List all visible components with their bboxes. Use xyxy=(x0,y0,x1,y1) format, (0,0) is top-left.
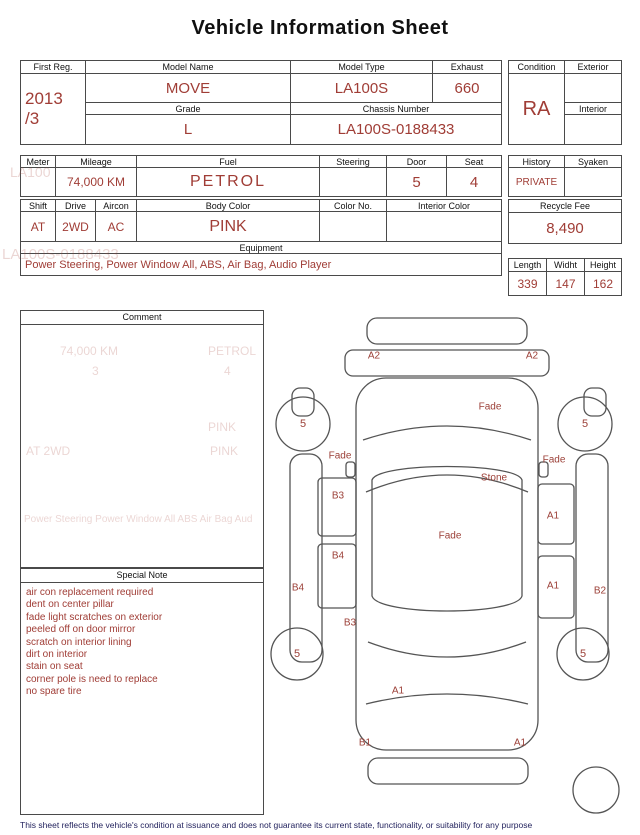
special-note-line: stain on seat xyxy=(26,661,83,673)
diagram-label-fade: Fade xyxy=(438,530,462,542)
syaken-value xyxy=(565,168,622,197)
interior-color-value xyxy=(387,212,502,242)
first-reg-value xyxy=(21,74,86,145)
special-note-line: dirt on interior xyxy=(26,649,88,661)
diagram-label-5: 5 xyxy=(293,648,301,660)
grade-label: Grade xyxy=(86,103,291,115)
recycle-fee-label: Recycle Fee xyxy=(509,200,622,213)
diagram-label-stone: Stone xyxy=(480,472,508,484)
interior-value xyxy=(565,115,622,145)
mileage-label: Mileage xyxy=(56,156,137,168)
door-value: 5 xyxy=(387,168,447,197)
diagram-label-fade: Fade xyxy=(328,450,352,462)
steering-label: Steering xyxy=(320,156,387,168)
special-note-line: peeled off on door mirror xyxy=(26,624,136,636)
recycle-fee-table xyxy=(508,199,622,244)
condition-table xyxy=(508,60,622,145)
shift-value: AT xyxy=(21,212,56,242)
height-value: 162 xyxy=(585,272,622,296)
ghost-text: PETROL xyxy=(208,344,257,358)
first-reg-year: 2013 xyxy=(25,89,63,108)
length-value: 339 xyxy=(509,272,547,296)
ghost-text: 3 xyxy=(92,364,99,378)
diagram-label-b2: B2 xyxy=(593,585,607,597)
meter-label: Meter xyxy=(21,156,56,168)
body-color-value: PINK xyxy=(137,212,320,242)
dimensions-table xyxy=(508,258,622,296)
diagram-label-a1: A1 xyxy=(513,737,527,749)
diagram-label-b3: B3 xyxy=(331,490,345,502)
color-no-value xyxy=(320,212,387,242)
equipment-value: Power Steering, Power Window All, ABS, Air Bag, Audio Player xyxy=(21,254,502,276)
color-no-label: Color No. xyxy=(320,200,387,212)
diagram-label-b1: B1 xyxy=(358,737,372,749)
door-label: Door xyxy=(387,156,447,168)
diagram-label-a1: A1 xyxy=(546,510,560,522)
mileage-value: 74,000 KM xyxy=(56,168,137,197)
meter-value xyxy=(21,168,56,197)
diagram-label-5: 5 xyxy=(581,418,589,430)
special-note-line: scratch on interior lining xyxy=(26,636,132,648)
rear-window-line xyxy=(368,642,526,657)
model-type-value: LA100S xyxy=(291,74,433,103)
diagram-label-fade: Fade xyxy=(542,454,566,466)
special-note-line: no spare tire xyxy=(26,686,82,698)
ghost-text: PINK xyxy=(210,444,239,458)
diagram-label-a2: A2 xyxy=(367,350,381,362)
interior-color-label: Interior Color xyxy=(387,200,502,212)
left-front-door-shape xyxy=(318,478,356,536)
right-side-panel-shape xyxy=(576,454,608,662)
footer-disclaimer: This sheet reflects the vehicle's condition at issuance and does not guarantee its current state, functionality, or suitability for any purpose xyxy=(20,820,533,830)
steering-value xyxy=(320,168,387,197)
body-color-label: Body Color xyxy=(137,200,320,212)
grade-value: L xyxy=(86,115,291,145)
special-note-header: Special Note xyxy=(21,569,263,583)
ghost-text: LA100 xyxy=(10,164,51,180)
mileage-fuel-table xyxy=(20,155,502,197)
diagram-label-a1: A1 xyxy=(546,580,560,592)
ghost-text: 4 xyxy=(224,364,231,378)
left-mirror-shape xyxy=(346,462,355,477)
special-note-list xyxy=(21,583,263,699)
diagram-label-b4: B4 xyxy=(291,582,305,594)
drive-label: Drive xyxy=(56,200,96,212)
main-info-table xyxy=(20,60,502,145)
car-diagram xyxy=(268,312,630,815)
fuel-label: Fuel xyxy=(137,156,320,168)
condition-label: Condition xyxy=(509,61,565,74)
chassis-number-label: Chassis Number xyxy=(291,103,502,115)
left-fender-shape xyxy=(292,388,314,416)
aircon-label: Aircon xyxy=(96,200,137,212)
interior-label: Interior xyxy=(565,103,622,115)
seat-value: 4 xyxy=(447,168,502,197)
width-value: 147 xyxy=(547,272,585,296)
special-note-line: fade light scratches on exterior xyxy=(26,611,163,623)
special-note-line: air con replacement required xyxy=(26,587,154,598)
exhaust-label: Exhaust xyxy=(433,61,502,74)
ghost-text: AT 2WD xyxy=(26,444,71,458)
diagram-label-5: 5 xyxy=(299,418,307,430)
ghost-text: 74,000 KM xyxy=(60,344,119,358)
hood-line xyxy=(363,426,531,440)
exterior-label: Exterior xyxy=(565,61,622,74)
diagram-label-5: 5 xyxy=(579,648,587,660)
special-note-line: corner pole is need to replace xyxy=(26,673,158,685)
spare-tire-shape xyxy=(573,767,619,813)
special-note-line: dent on center pillar xyxy=(26,599,114,611)
equipment-label: Equipment xyxy=(21,242,502,254)
diagram-label-a2: A2 xyxy=(525,350,539,362)
diagram-label-b3: B3 xyxy=(343,617,357,629)
fuel-value: PETROL xyxy=(137,168,320,197)
drive-value: 2WD xyxy=(56,212,96,242)
left-side-panel-shape xyxy=(290,454,322,662)
front-bumper-shape xyxy=(367,318,527,344)
model-name-value: MOVE xyxy=(86,74,291,103)
comment-box xyxy=(20,310,264,568)
page-title: Vehicle Information Sheet xyxy=(191,17,449,39)
recycle-fee-value: 8,490 xyxy=(509,213,622,244)
exterior-value xyxy=(565,74,622,103)
special-note-box xyxy=(20,568,264,815)
trunk-line xyxy=(366,694,528,704)
history-label: History xyxy=(509,156,565,168)
width-label: Widht xyxy=(547,259,585,272)
aircon-value: AC xyxy=(96,212,137,242)
diagram-label-b4: B4 xyxy=(331,550,345,562)
exhaust-value: 660 xyxy=(433,74,502,103)
model-name-label: Model Name xyxy=(86,61,291,74)
history-value: PRIVATE xyxy=(509,168,565,197)
model-type-label: Model Type xyxy=(291,61,433,74)
history-table xyxy=(508,155,622,197)
first-reg-label: First Reg. xyxy=(21,61,86,74)
length-label: Length xyxy=(509,259,547,272)
ghost-text: Power Steering Power Window All ABS Air Bag Aud xyxy=(24,514,253,525)
ghost-text: LA100S-0188433 xyxy=(2,246,119,263)
shift-color-equipment-table xyxy=(20,199,502,276)
car-outline-svg xyxy=(268,312,630,815)
chassis-number-value: LA100S-0188433 xyxy=(291,115,502,145)
diagram-label-a1: A1 xyxy=(391,685,405,697)
syaken-label: Syaken xyxy=(565,156,622,168)
first-reg-month: /3 xyxy=(25,109,40,128)
ghost-text: PINK xyxy=(208,420,237,434)
seat-label: Seat xyxy=(447,156,502,168)
shift-label: Shift xyxy=(21,200,56,212)
comment-header: Comment xyxy=(21,311,263,325)
height-label: Height xyxy=(585,259,622,272)
right-fender-shape xyxy=(584,388,606,416)
condition-value: RA xyxy=(509,74,565,145)
rear-bumper-shape xyxy=(368,758,528,784)
diagram-label-fade: Fade xyxy=(478,401,502,413)
